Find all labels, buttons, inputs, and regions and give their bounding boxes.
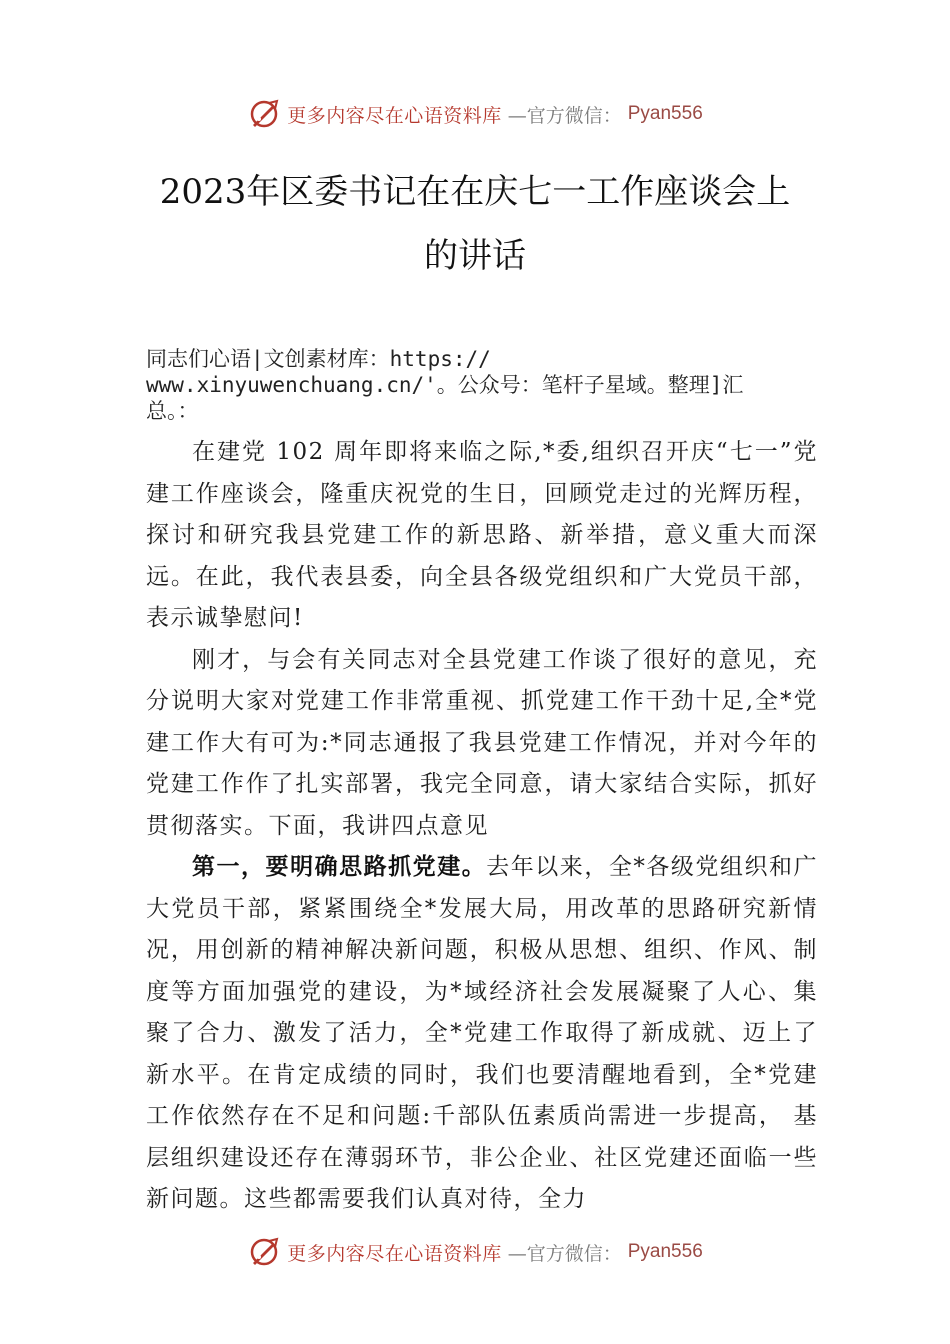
paragraph-1: 在建党 102 周年即将来临之际,*委,组织召开庆“七一”党建工作座谈会，隆重庆祝党的生日，回顾党走过的光辉历程，探讨和研究我县党建工作的新思路、新举措，意义重大而深远。在此，我代表县委，向全县各级党组织和广大党员干部，表示诚挚慰问! <box>146 439 818 631</box>
banner-separator: —官方微信： <box>507 104 622 127</box>
footer-wechat-account: Pyan556 <box>627 1241 703 1262</box>
header-banner <box>0 94 950 134</box>
document-title <box>100 160 850 288</box>
paragraph-3 <box>146 847 818 1221</box>
source-note: 同志们心语|文创素材库：https:// www.xinyuwenchuang.cn/'。公众号：笔杆子星域。整理]汇 总。： <box>146 347 744 423</box>
paragraph-3-body: 去年以来，全*各级党组织和广大党员干部，紧紧围绕全*发展大局，用改革的思路研究新情况，用创新的精神解决新问题，积极从思想、组织、作风、制度等方面加强党的建设，为*域经济社会发展凝聚了人心、集聚了合力、激发了活力，全*党建工作取得了新成就、迈上了新水平。在肯定成绩的同时，我们也要清醒地看到，全*党建工作依然存在不足和问题:千部队伍素质尚需进一步提高， 基层组织建设还存在薄弱环节，非公企业、社区党建还面临一些新问题。这些都需要我们认真对待，全力 <box>146 854 819 1212</box>
banner-brand-text: 更多内容尽在心语资料库 <box>287 104 502 127</box>
footer-separator: —官方微信： <box>507 1242 622 1265</box>
document-body <box>146 346 818 1221</box>
paragraph-3-heading: 第一，要明确思路抓党建。 <box>192 854 487 880</box>
title-line-1: 2023年区委书记在在庆七一工作座谈会上 <box>159 172 791 212</box>
quill-pen-logo-icon <box>247 1235 281 1269</box>
title-line-2: 的讲话 <box>424 236 526 276</box>
quill-pen-logo-icon <box>247 97 281 131</box>
banner-wechat-account: Pyan556 <box>627 103 703 124</box>
paragraph-2: 刚才，与会有关同志对全县党建工作谈了很好的意见，充分说明大家对党建工作非常重视、抓党建工作干劲十足,全*党建工作大有可为:*同志通报了我县党建工作情况，并对今年的党建工作作了扎实部署，我完全同意，请大家结合实际，抓好贯彻落实。下面，我讲四点意见 <box>146 646 818 839</box>
footer-brand-text: 更多内容尽在心语资料库 <box>287 1242 502 1265</box>
footer-banner <box>0 1232 950 1272</box>
